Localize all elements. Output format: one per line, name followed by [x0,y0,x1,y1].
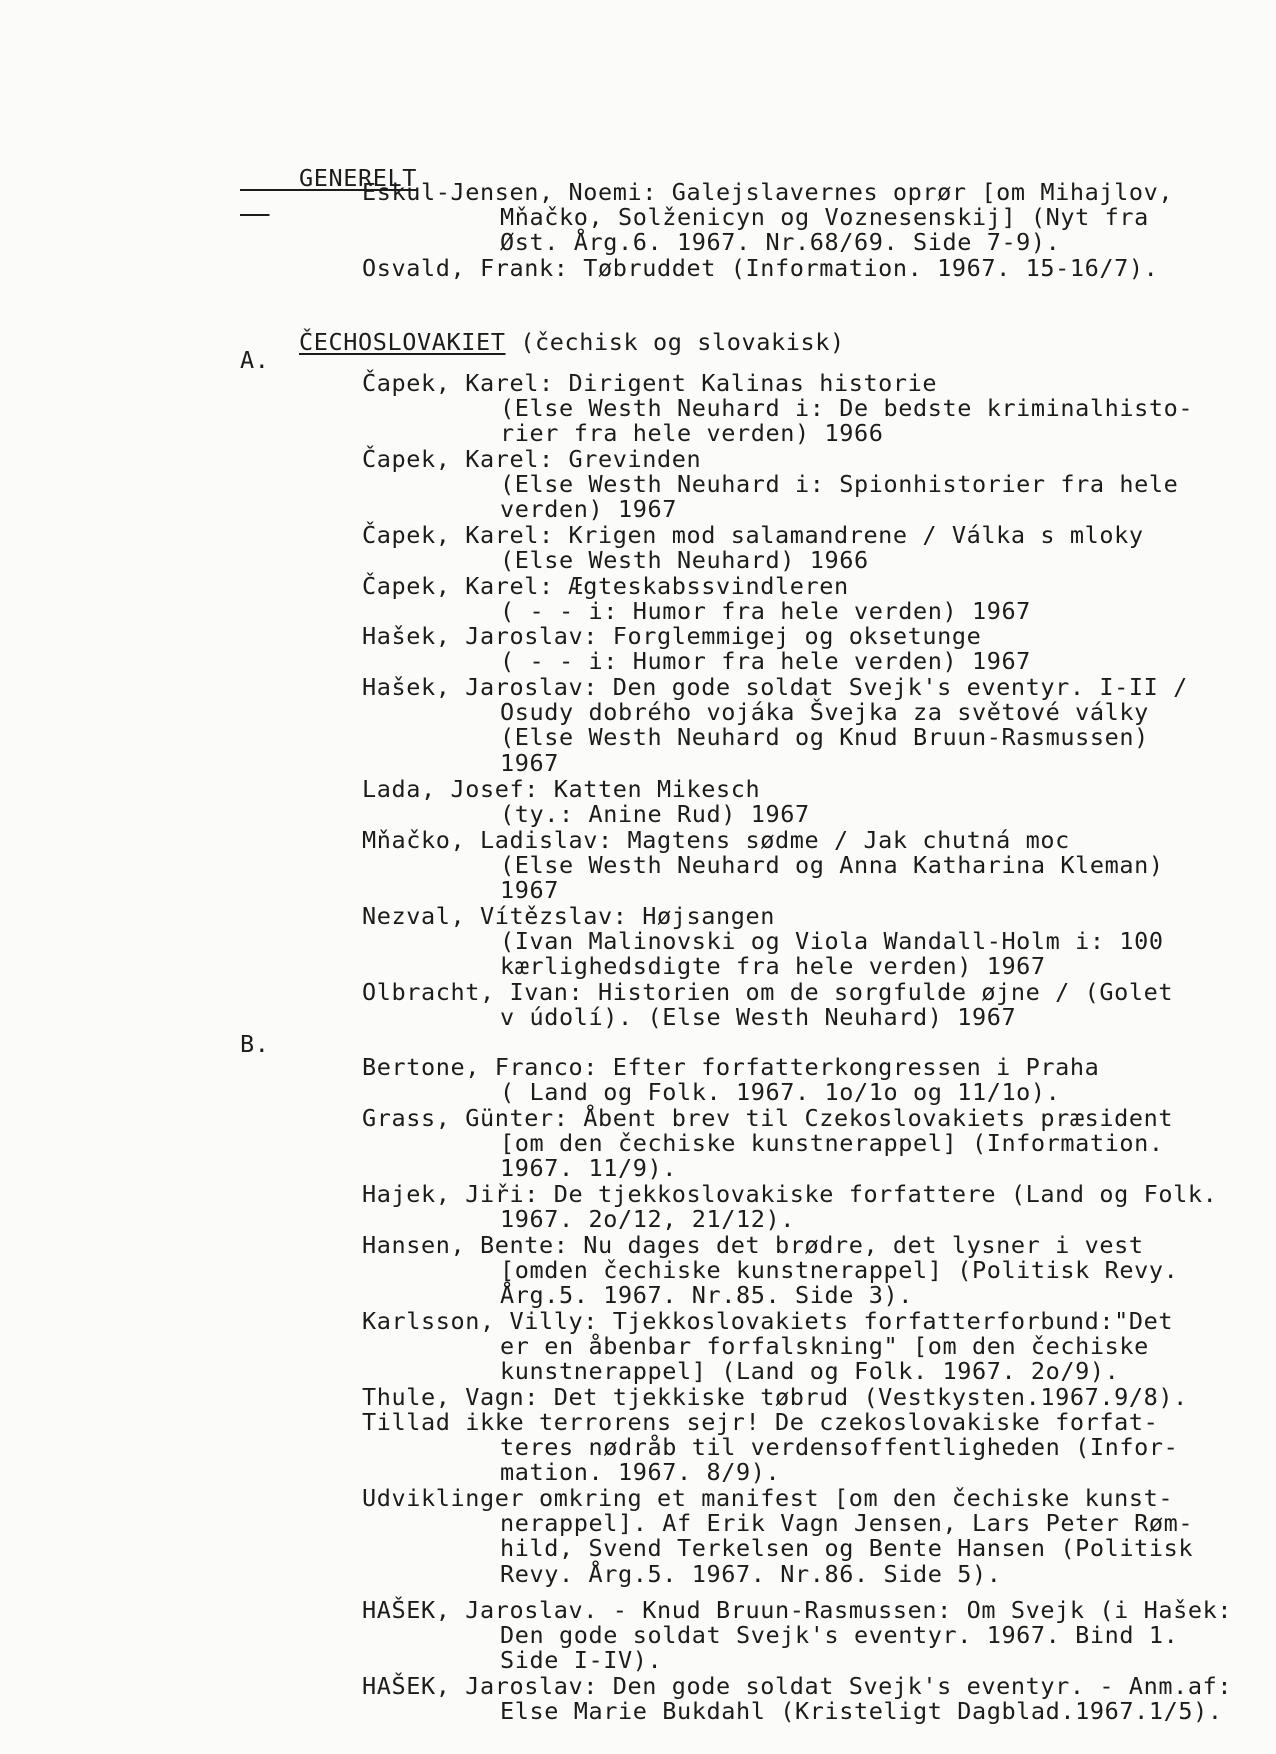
entry-line: verden) 1967 [500,495,677,524]
bibliography-entry [362,675,1262,776]
entry-line: teres nødråb til verdensoffentligheden (Infor- [500,1433,1179,1462]
bibliography-entry [362,523,1262,573]
entry-line: Mňačko, Ladislav: Magtens sødme / Jak chutná moc [362,826,1070,854]
entry-line: Lada, Josef: Katten Mikesch [362,775,761,803]
entry-line: mation. 1967. 8/9). [500,1458,781,1487]
bibliography-entry [362,447,1262,523]
entry-line: [omden čechiske kunstnerappel] (Politisk Revy. [500,1256,1179,1285]
entry-line: ( - - i: Humor fra hele verden) 1967 [500,597,1031,626]
bibliography-entry [362,828,1262,904]
entry-line: Karlsson, Villy: Tjekkoslovakiets forfatterforbund:"Det [362,1307,1174,1335]
entry-line: Nezval, Vítězslav: Højsangen [362,902,775,930]
entry-line: Hajek, Jiři: De tjekkoslovakiske forfattere (Land og Folk. [362,1180,1218,1208]
entry-line: Grass, Günter: Åbent brev til Czekoslovakiets præsident [362,1104,1174,1132]
bibliography-entry [362,980,1262,1030]
entry-line: Hansen, Bente: Nu dages det brødre, det lysner i vest [362,1231,1144,1259]
subsection-label-a: A. [240,346,270,374]
entry-line: 1967 [500,748,559,777]
entry-line: Tillad ikke terrorens sejr! De czekoslovakiske forfat- [362,1408,1159,1436]
bibliography-entry [362,256,1262,281]
bibliography-entry [362,1233,1262,1309]
entry-line: Olbracht, Ivan: Historien om de sorgfulde øjne / (Golet [362,978,1174,1006]
section-heading-text: ČECHOSLOVAKIET [299,328,506,357]
entry-line: (Else Westh Neuhard og Knud Bruun-Rasmussen) [500,723,1149,752]
entry-line: Thule, Vagn: Det tjekkiske tøbrud (Vestkysten.1967.9/8). [362,1383,1188,1411]
entry-line: 1967. 11/9). [500,1154,677,1183]
section-heading-text: GENERELT [299,164,417,193]
bibliography-entry [362,574,1262,624]
entry-line: Øst. Årg.6. 1967. Nr.68/69. Side 7-9). [500,228,1061,257]
entry-line: Udviklinger omkring et manifest [om den čechiske kunst- [362,1484,1174,1512]
entry-line: er en åbenbar forfalskning" [om den čechiske [500,1332,1149,1361]
entry-line: rier fra hele verden) 1966 [500,419,884,448]
entry-line: HAŠEK, Jaroslav: Den gode soldat Svejk's eventyr. - Anm.af: [362,1672,1233,1700]
entry-line: 1967. 2o/12, 21/12). [500,1205,795,1234]
bibliography-entry [362,1598,1262,1674]
bibliography-entry [362,371,1262,447]
bibliography-entry [362,1182,1262,1232]
entry-line: 1967 [500,876,559,905]
bibliography-entry [362,180,1262,256]
entry-line: HAŠEK, Jaroslav. - Knud Bruun-Rasmussen: Om Svejk (i Hašek: [362,1596,1233,1624]
entry-line: v údolí). (Else Westh Neuhard) 1967 [500,1003,1017,1032]
bibliography-entry [362,904,1262,980]
entry-line: nerappel]. Af Erik Vagn Jensen, Lars Peter Røm- [500,1509,1194,1538]
subsection-label-b: B. [240,1030,270,1058]
entry-line: hild, Svend Terkelsen og Bente Hansen (Politisk [500,1534,1194,1563]
bibliography-entry [362,1410,1262,1486]
entry-line: Čapek, Karel: Krigen mod salamandrene / Válka s mloky [362,521,1144,549]
entry-line: (Else Westh Neuhard i: De bedste kriminalhisto- [500,394,1194,423]
bibliography-entry [362,1055,1262,1105]
entry-line: Čapek, Karel: Dirigent Kalinas historie [362,369,938,397]
section-heading-note: (čechisk og slovakisk) [505,328,845,357]
entry-line: kunstnerappel] (Land og Folk. 1967. 2o/9). [500,1357,1120,1386]
entry-line: (Else Westh Neuhard i: Spionhistorier fra hele [500,470,1179,499]
entry-line: [om den čechiske kunstnerappel] (Information. [500,1129,1164,1158]
entry-line: Hašek, Jaroslav: Den gode soldat Svejk's eventyr. I-II / [362,673,1188,701]
entry-line: Osudy dobrého vojáka Švejka za světové války [500,698,1149,727]
entry-line: ( - - i: Humor fra hele verden) 1967 [500,647,1031,676]
entry-line: Bertone, Franco: Efter forfatterkongressen i Praha [362,1053,1100,1081]
bibliography-entry [362,1106,1262,1182]
entry-line: Hašek, Jaroslav: Forglemmigej og oksetunge [362,622,982,650]
bibliography-entry [362,1385,1262,1410]
entry-line: (Else Westh Neuhard) 1966 [500,546,869,575]
entry-line: (Ivan Malinovski og Viola Wandall-Holm i: 100 [500,927,1164,956]
entry-line: Osvald, Frank: Tøbruddet (Information. 1967. 15-16/7). [362,254,1159,282]
entry-line: (Else Westh Neuhard og Anna Katharina Kleman) [500,851,1164,880]
entry-line: Den gode soldat Svejk's eventyr. 1967. Bind 1. [500,1621,1179,1650]
bibliography-entry [362,624,1262,674]
entry-line: ( Land og Folk. 1967. 1o/1o og 11/1o). [500,1078,1061,1107]
entry-line: Mňačko, Solženicyn og Voznesenskij] (Nyt fra [500,203,1149,232]
entry-line: Else Marie Bukdahl (Kristeligt Dagblad.1967.1/5). [500,1697,1223,1726]
entry-line: Side I-IV). [500,1646,663,1675]
entry-line: Revy. Årg.5. 1967. Nr.86. Side 5). [500,1559,1002,1588]
entry-line: kærlighedsdigte fra hele verden) 1967 [500,952,1046,981]
bibliography-entry [362,1309,1262,1385]
entry-line: (ty.: Anine Rud) 1967 [500,800,810,829]
bibliography-entry [362,777,1262,827]
entry-line: Čapek, Karel: Ægteskabssvindleren [362,572,849,600]
entry-line: Eskul-Jensen, Noemi: Galejslavernes oprør [om Mihajlov, [362,178,1174,206]
bibliography-entry [362,1486,1262,1587]
entry-line: Čapek, Karel: Grevinden [362,445,702,473]
entry-line: Årg.5. 1967. Nr.85. Side 3). [500,1281,913,1310]
bibliography-entry [362,1674,1262,1724]
